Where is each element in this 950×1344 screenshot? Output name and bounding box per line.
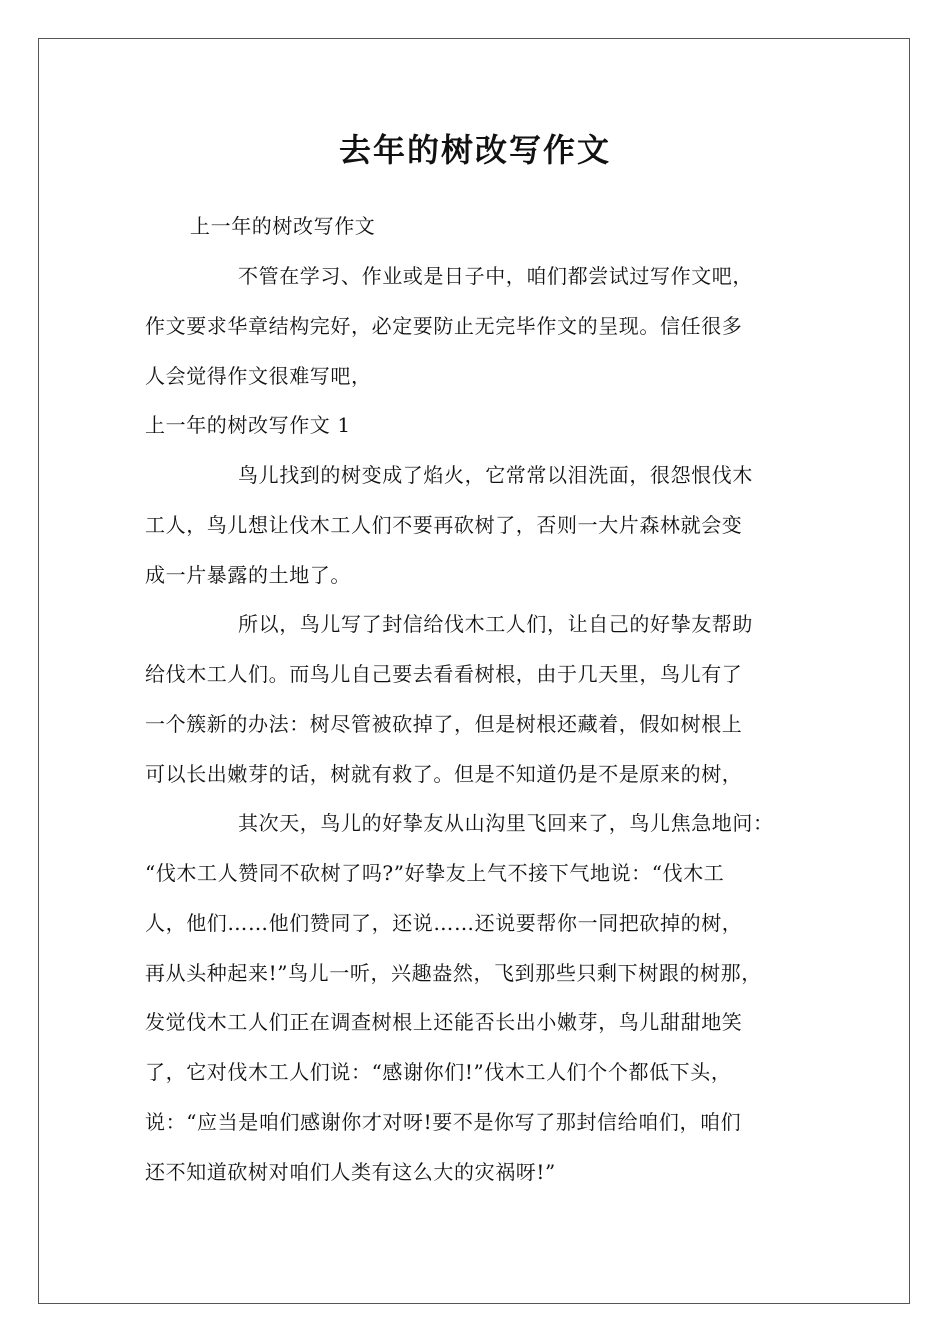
paragraph-3-line: 还不知道砍树对咱们人类有这么大的灾祸呀!” [145, 1160, 556, 1184]
intro-line: 不管在学习、作业或是日子中，咱们都尝试过写作文吧， [238, 264, 753, 288]
paragraph-1-line: 成一片暴露的土地了。 [145, 563, 351, 587]
section-heading: 上一年的树改写作文 1 [145, 413, 351, 437]
paragraph-2-line: 所以，鸟儿写了封信给伐木工人们，让自己的好挚友帮助 [238, 612, 753, 636]
paragraph-2-line: 可以长出嫩芽的话，树就有救了。但是不知道仍是不是原来的树， [145, 762, 743, 786]
document-title: 去年的树改写作文 [338, 131, 611, 169]
intro-line: 人会觉得作文很难写吧， [145, 364, 372, 388]
paragraph-3-line: 人，他们……他们赞同了，还说……还说要帮你一同把砍掉的树， [145, 911, 743, 935]
paragraph-3-line: 发觉伐木工人们正在调查树根上还能否长出小嫩芽，鸟儿甜甜地笑 [145, 1010, 743, 1034]
paragraph-1-line: 鸟儿找到的树变成了焰火，它常常以泪洗面，很怨恨伐木 [238, 463, 753, 487]
paragraph-3-line: 其次天，鸟儿的好挚友从山沟里飞回来了，鸟儿焦急地问： [238, 811, 774, 835]
paragraph-2-line: 给伐木工人们。而鸟儿自己要去看看树根，由于几天里，鸟儿有了 [145, 662, 743, 686]
intro-line: 作文要求华章结构完好，必定要防止无完毕作文的呈现。信任很多 [145, 314, 743, 338]
paragraph-3-line: 说：“应当是咱们感谢你才对呀!要不是你写了那封信给咱们，咱们 [145, 1110, 742, 1134]
paragraph-2-line: 一个簇新的办法：树尽管被砍掉了，但是树根还藏着，假如树根上 [145, 712, 743, 736]
paragraph-1-line: 工人，鸟儿想让伐木工人们不要再砍树了，否则一大片森林就会变 [145, 513, 743, 537]
paragraph-3-line: 再从头种起来!”鸟儿一听，兴趣盎然，飞到那些只剩下树跟的树那， [145, 961, 762, 985]
paragraph-3-line: “伐木工人赞同不砍树了吗?”好挚友上气不接下气地说：“伐木工 [145, 861, 725, 885]
paragraph-3-line: 了，它对伐木工人们说：“感谢你们!”伐木工人们个个都低下头， [145, 1060, 732, 1084]
document-subtitle: 上一年的树改写作文 [190, 214, 376, 238]
